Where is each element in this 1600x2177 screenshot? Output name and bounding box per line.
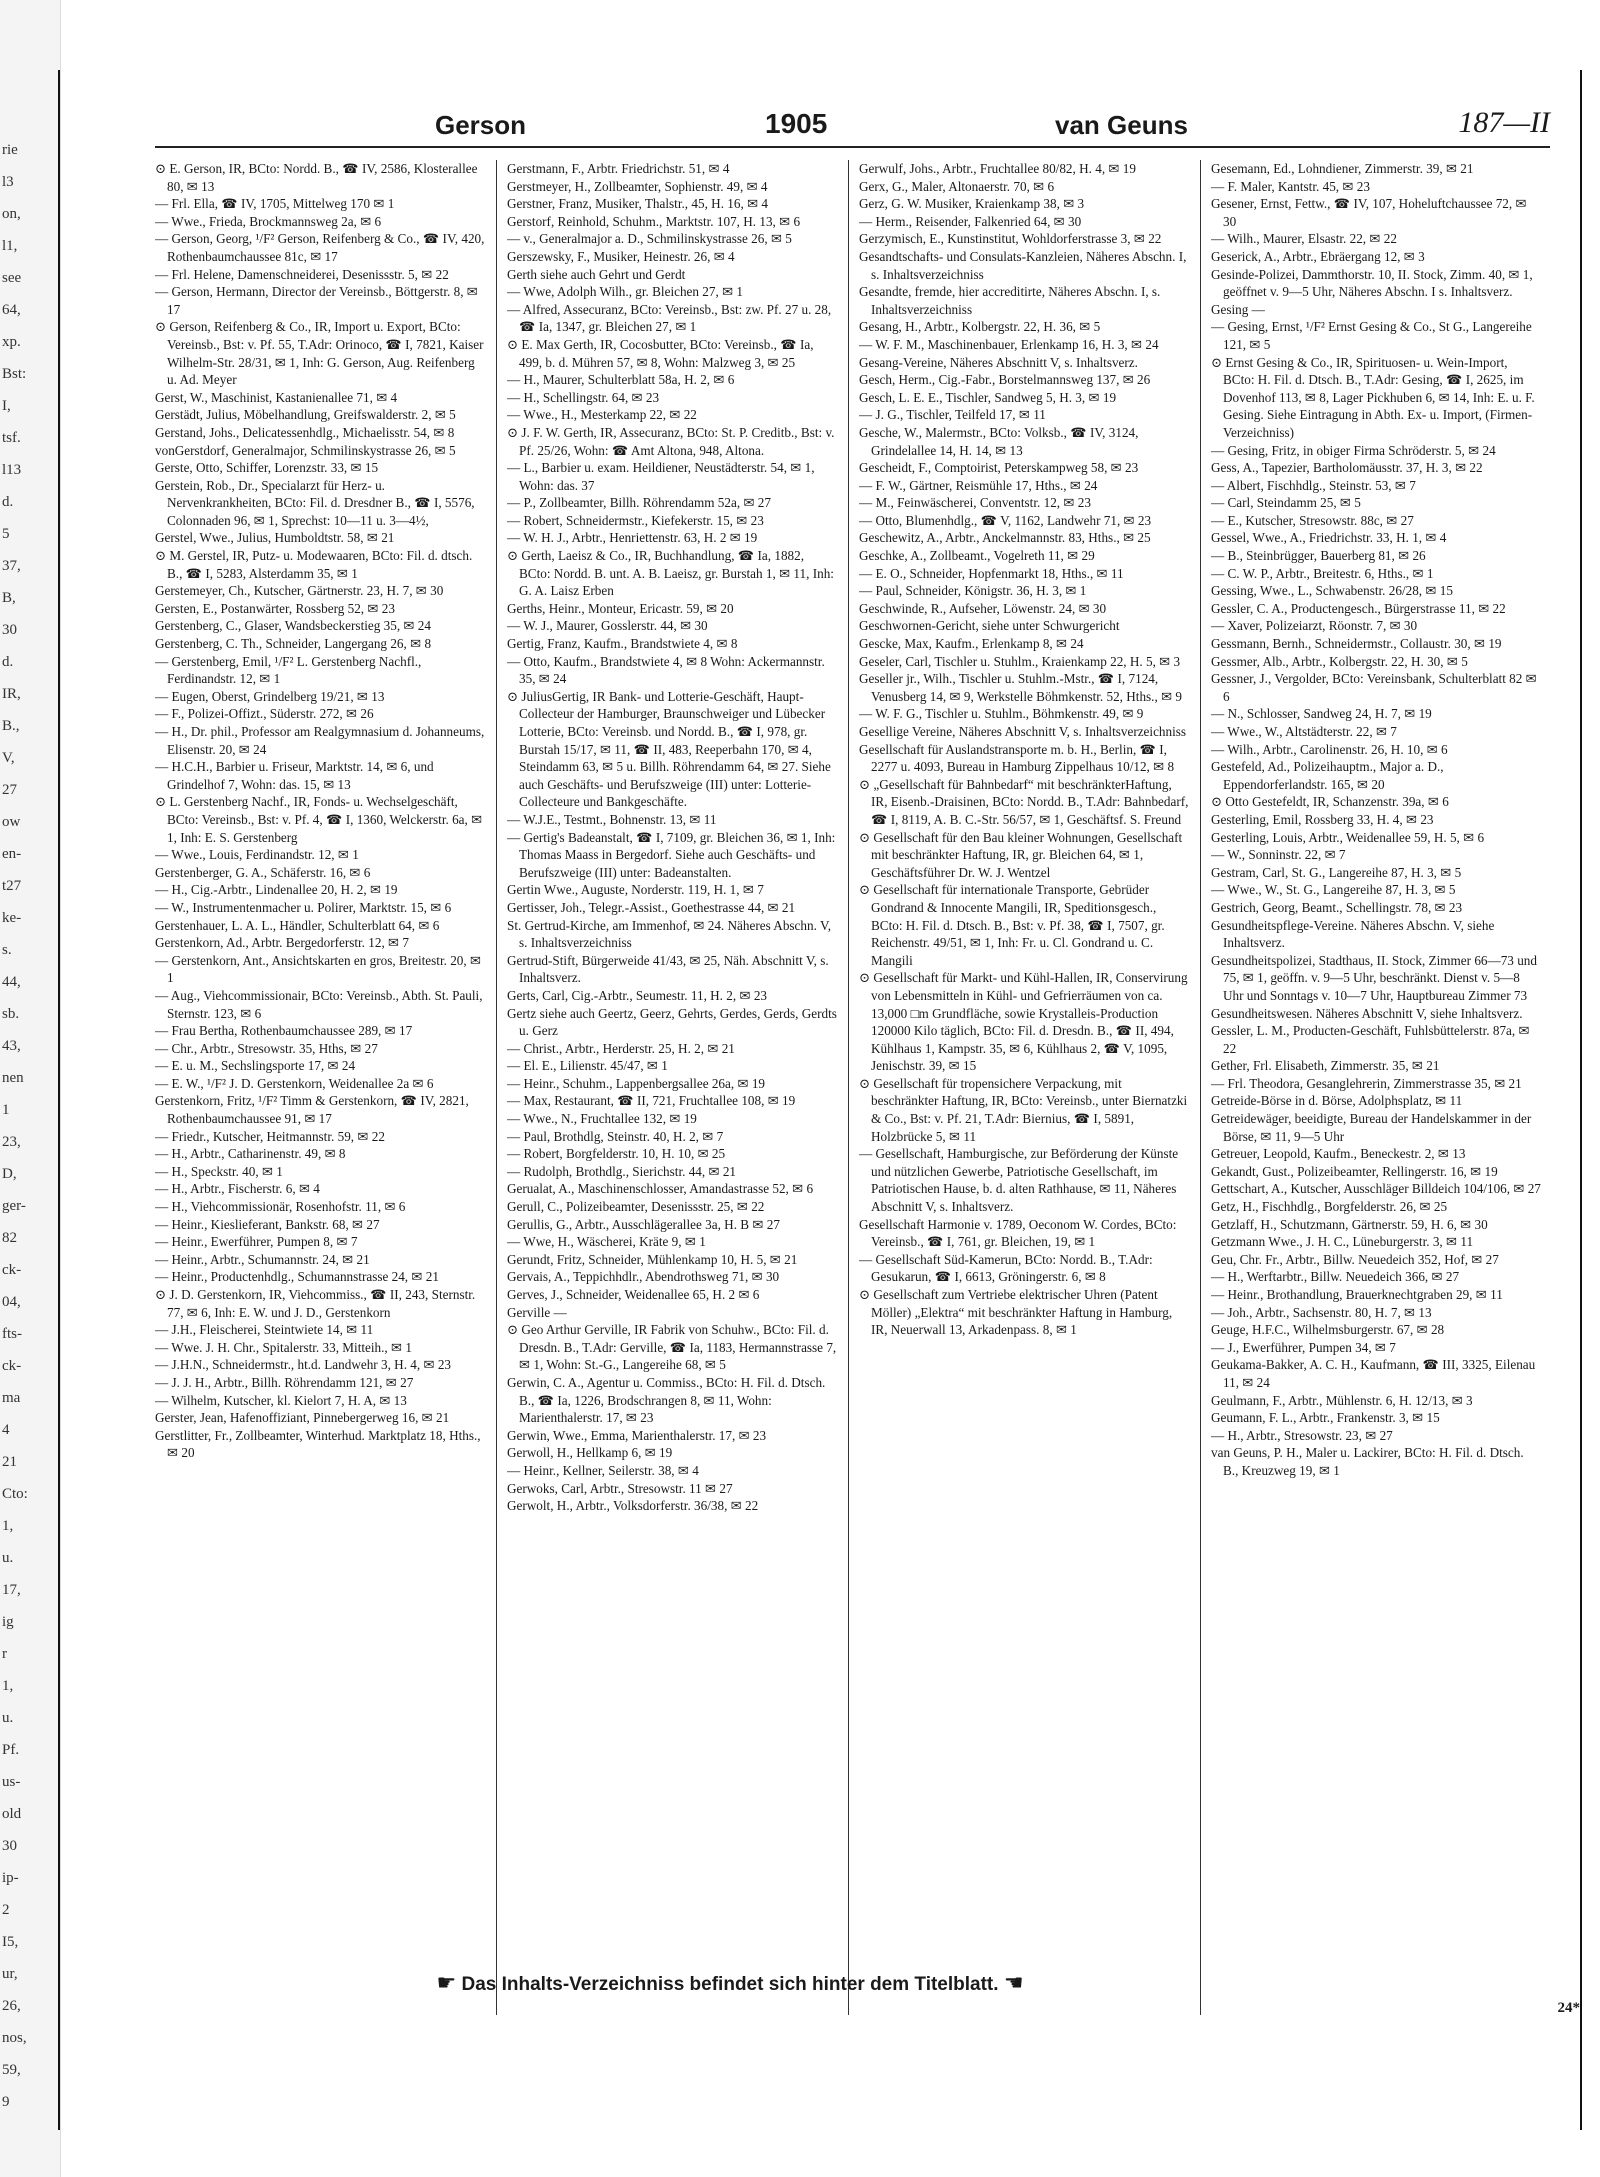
directory-entry: — Gerstenkorn, Ant., Ansichtskarten en gros, Breitestr. 20, ✉ 1: [155, 952, 482, 986]
directory-entry: Gesellschaft Harmonie v. 1789, Oeconom W. Cordes, BCto: Vereinsb., ☎ I, 761, gr. Bleichen, 19, ✉ 1: [859, 1216, 1177, 1250]
directory-entry: Gescke, Max, Kaufm., Erlenkamp 8, ✉ 24: [859, 636, 1084, 652]
directory-entry: ⊙ Ernst Gesing & Co., IR, Spirituosen- u. Wein-Import, BCto: H. Fil. d. Dtsch. B., T.Adr: Gesing, ☎ I, 2625, im Dovenhof 113, ✉ 8, Lager Pickhuben 6, ✉ 14, Inh: E. u. F. Gesing. Siehe Eintragung in Abth. Ex- u. Import, (Firmen-Verzeichniss): [1211, 354, 1535, 440]
directory-entry: — H.C.H., Barbier u. Friseur, Marktstr. 14, ✉ 6, und Grindelhof 7, Wohn: das. 15, ✉ 13: [155, 759, 434, 792]
directory-entry: — P., Zollbeamter, Billh. Röhrendamm 52a, ✉ 27: [507, 495, 771, 511]
column-2: [507, 160, 837, 2015]
directory-entry: — Wwe., W., Altstädterstr. 22, ✉ 7: [1211, 724, 1397, 739]
directory-entry: Gerundt, Fritz, Schneider, Mühlenkamp 10, H. 5, ✉ 21: [507, 1251, 798, 1267]
gutter-fragment: 2: [2, 1902, 10, 1918]
directory-entry: Gerstmeyer, H., Zollbeamter, Sophienstr. 49, ✉ 4: [507, 178, 768, 194]
column-4: [1211, 160, 1541, 2015]
directory-entry: — N., Schlosser, Sandweg 24, H. 7, ✉ 19: [1211, 706, 1432, 722]
page-header: [155, 106, 1550, 148]
directory-entry: — H., Viehcommissionär, Rosenhofstr. 11, ✉ 6: [155, 1199, 406, 1215]
directory-entry: Gesinde-Polizei, Dammthorstr. 10, II. Stock, Zimm. 40, ✉ 1, geöffnet v. 9—5 Uhr, Näheres Abschn. I s. Inhaltsverz.: [1211, 266, 1533, 300]
directory-entry: — Gerson, Hermann, Director der Vereinsb., Böttgerstr. 8, ✉ 17: [155, 284, 478, 317]
directory-entry: — Frau Bertha, Rothenbaumchaussee 289, ✉ 17: [155, 1023, 413, 1039]
directory-entry: Geu, Chr. Fr., Arbtr., Billw. Neuedeich 352, Hof, ✉ 27: [1211, 1251, 1499, 1267]
directory-entry: Gestram, Carl, St. G., Langereihe 87, H. 3, ✉ 5: [1211, 864, 1462, 880]
directory-entry: — Heinr., Kellner, Seilerstr. 38, ✉ 4: [507, 1462, 699, 1478]
directory-entry: — Otto, Blumenhdlg., ☎ V, 1162, Landwehr 71, ✉ 23: [859, 512, 1152, 528]
header-right-word: van Geuns: [1055, 110, 1188, 140]
column-1: [155, 160, 485, 2015]
directory-entry: Gesundheitspolizei, Stadthaus, II. Stock, Zimmer 66—73 und 75, ✉ 1, geöffn. v. 9—5 Uhr, beschränkt. Dienst v. 5—8 Uhr und Sonntags v. 10—7 Uhr, Hauptbureau Zimmer 73: [1211, 952, 1537, 1003]
directory-entry: Gessmann, Bernh., Schneidermstr., Collaustr. 30, ✉ 19: [1211, 636, 1502, 652]
gutter-fragment: ur,: [2, 1966, 18, 1982]
gutter-fragment: ck-: [2, 1262, 22, 1278]
directory-entry: Gerst, W., Maschinist, Kastanienallee 71, ✉ 4: [155, 389, 398, 405]
gutter-fragment: I5,: [2, 1934, 19, 1950]
directory-entry: ⊙ JuliusGertig, IR Bank- und Lotterie-Geschäft, Haupt-Collecteur der Hamburger, Braunschweiger und Lübecker Lotterie, BCto: Vereinsb. und Nordd. B., ☎ I, 978, gr. Burstah 15/17, ✉ 11, ☎ II, 483, Reeperbahn 170, ✉ 4, Steindamm 63, ✉ 5 u. Billh. Röhrendamm 64, ✉ 27. Siehe auch Geschäfts- und Berufszweige (III) unter: Lotterie-Collecteure und Bankgeschäfte.: [507, 688, 831, 810]
directory-entry: — E. O., Schneider, Hopfenmarkt 18, Hths., ✉ 11: [859, 565, 1124, 581]
directory-entry: Gerves, J., Schneider, Weidenallee 65, H. 2 ✉ 6: [507, 1287, 760, 1302]
directory-entry: Gessler, C. A., Productengesch., Bürgerstrasse 11, ✉ 22: [1211, 600, 1506, 616]
directory-entry: Gess, A., Tapezier, Bartholomäusstr. 37, H. 3, ✉ 22: [1211, 460, 1483, 476]
directory-entry: ⊙ Gerson, Reifenberg & Co., IR, Import u. Export, BCto: Vereinsb., Bst: v. Pf. 55, T.Adr: Orinoco, ☎ I, 7821, Kaiser Wilhelm-Str. 28/31, ✉ 1, Inh: G. Gerson, Aug. Reifenberg u. Ad. Meyer: [155, 319, 484, 388]
gutter-fragment: nen: [2, 1070, 24, 1086]
footer-note-text: Das Inhalts-Verzeichniss befindet sich hinter dem Titelblatt.: [461, 1974, 999, 1995]
directory-entry: Gekandt, Gust., Polizeibeamter, Rellingerstr. 16, ✉ 19: [1211, 1163, 1498, 1179]
directory-entry: Gerstenberg, C. Th., Schneider, Langergang 26, ✉ 8: [155, 636, 432, 652]
directory-entry: — C. W. P., Arbtr., Breitestr. 6, Hths., ✉ 1: [1211, 565, 1434, 581]
directory-entry: ⊙ Gesellschaft für den Bau kleiner Wohnungen, Gesellschaft mit beschränkter Haftung, IR, gr. Bleichen 64, ✉ 1, Geschäftsführer Dr. W. J. Wentzel: [859, 829, 1183, 880]
directory-entry: — Carl, Steindamm 25, ✉ 5: [1211, 495, 1361, 511]
directory-entry: Gesemann, Ed., Lohndiener, Zimmerstr. 39, ✉ 21: [1211, 161, 1474, 176]
directory-entry: Gerwin, C. A., Agentur u. Commiss., BCto: H. Fil. d. Dtsch. B., ☎ Ia, 1226, Brodschrangen 8, ✉ 11, Wohn: Marienthalerstr. 17, ✉ 23: [507, 1374, 826, 1426]
directory-entry: — Christ., Arbtr., Herderstr. 25, H. 2, ✉ 21: [507, 1040, 735, 1056]
directory-entry: — Wwe. J. H. Chr., Spitalerstr. 33, Mitteih., ✉ 1: [155, 1339, 412, 1355]
directory-entry: — J. G., Tischler, Teilfeld 17, ✉ 11: [859, 407, 1046, 423]
directory-entry: — Wwe., H., Mesterkamp 22, ✉ 22: [507, 407, 697, 423]
directory-entry: Getzlaff, H., Schutzmann, Gärtnerstr. 59, H. 6, ✉ 30: [1211, 1216, 1488, 1232]
directory-entry: — Wwe., Louis, Ferdinandstr. 12, ✉ 1: [155, 847, 359, 863]
directory-entry: — Heinr., Arbtr., Schumannstr. 24, ✉ 21: [155, 1251, 370, 1267]
directory-entry: — H., Dr. phil., Professor am Realgymnasium d. Johanneums, Elisenstr. 20, ✉ 24: [155, 724, 485, 757]
directory-entry: Gesch, Herm., Cig.-Fabr., Borstelmannsweg 137, ✉ 26: [859, 372, 1151, 388]
gutter-fragment: 59,: [2, 2062, 21, 2078]
directory-entry: ⊙ E. Max Gerth, IR, Cocosbutter, BCto: Vereinsb., ☎ Ia, 499, b. d. Mühren 57, ✉ 8, Wohn: Malzweg 3, ✉ 25: [507, 336, 814, 370]
directory-entry: Gerszewsky, F., Musiker, Heinestr. 26, ✉ 4: [507, 248, 735, 264]
directory-entry: — Chr., Arbtr., Stresowstr. 35, Hths, ✉ 27: [155, 1040, 378, 1056]
directory-entry: — E. u. M., Sechslingsporte 17, ✉ 24: [155, 1058, 356, 1074]
gutter-fragment: d.: [2, 494, 14, 510]
directory-entry: Gesang, H., Arbtr., Kolbergstr. 22, H. 36, ✉ 5: [859, 319, 1101, 335]
gutter-fragment: D,: [2, 1166, 17, 1182]
directory-entry: — Wwe., N., Fruchtallee 132, ✉ 19: [507, 1111, 697, 1127]
gutter-fragment: 43,: [2, 1038, 21, 1054]
directory-entry: Gerstmann, F., Arbtr. Friedrichstr. 51, ✉ 4: [507, 161, 730, 176]
directory-entry: — E. W., ¹/F² J. D. Gerstenkorn, Weidenallee 2a ✉ 6: [155, 1075, 434, 1091]
directory-entry: Gertz siehe auch Geertz, Geerz, Gehrts, Gerdes, Gerds, Gerdts u. Gerz: [507, 1005, 837, 1039]
directory-entry: Gerualat, A., Maschinenschlosser, Amandastrasse 52, ✉ 6: [507, 1181, 814, 1197]
directory-entry: Gerz, G. W. Musiker, Kraienkamp 38, ✉ 3: [859, 196, 1085, 212]
directory-entry: Gesandte, fremde, hier accreditirte, Näheres Abschn. I, s. Inhaltsverzeichniss: [859, 284, 1161, 317]
gutter-fragment: sb.: [2, 1006, 20, 1022]
directory-entry: Gerts, Carl, Cig.-Arbtr., Seumestr. 11, H. 2, ✉ 23: [507, 987, 768, 1003]
directory-entry: ⊙ Gerth, Laeisz & Co., IR, Buchhandlung, ☎ Ia, 1882, BCto: Nordd. B. unt. A. B. Laeisz, gr. Burstah 1, ✉ 11, Inh: G. A. Laisz Erben: [507, 548, 834, 599]
footer-note: [330, 1970, 1130, 1996]
directory-entry: Gerwolt, H., Arbtr., Volksdorferstr. 36/38, ✉ 22: [507, 1498, 759, 1514]
directory-entry: — Gesellschaft Süd-Kamerun, BCto: Nordd. B., T.Adr: Gesukarun, ☎ I, 6613, Gröningerstr. 6, ✉ 8: [859, 1251, 1153, 1285]
directory-entry: — J., Ewerführer, Pumpen 34, ✉ 7: [1211, 1339, 1396, 1355]
directory-entry: ⊙ Otto Gestefeldt, IR, Schanzenstr. 39a, ✉ 6: [1211, 794, 1449, 810]
directory-entry: — W. F. G., Tischler u. Stuhlm., Böhmkenstr. 49, ✉ 9: [859, 706, 1144, 722]
directory-entry: Geumann, F. L., Arbtr., Frankenstr. 3, ✉ 15: [1211, 1410, 1440, 1426]
gutter-fragment: 17,: [2, 1582, 21, 1598]
directory-entry: ⊙ Gesellschaft für Markt- und Kühl-Hallen, IR, Conservirung von Lebensmitteln in Kühl- und Gefrierräumen von ca. 13,000 □m Grundfläche, sowie Krystalleis-Production 120000 Kilo täglich, BCto: Fil. d. Dresdn. B., ☎ II, 494, Kühlhaus 1, Kampstr. 35, ✉ 6, Kühlhaus 2, ☎ V, 1095, Jenischstr. 39, ✉ 15: [859, 970, 1188, 1074]
directory-entry: van Geuns, P. H., Maler u. Lackirer, BCto: H. Fil. d. Dtsch. B., Kreuzweg 19, ✉ 1: [1211, 1445, 1524, 1478]
directory-entry: Gerstlitter, Fr., Zollbeamter, Winterhud. Marktplatz 18, Hths., ✉ 20: [155, 1427, 481, 1461]
directory-entry: ⊙ L. Gerstenberg Nachf., IR, Fonds- u. Wechselgeschäft, BCto: Vereinsb., Bst: v. Pf. 4, ☎ I, 1360, Welckerstr. 6a, ✉ 1, Inh: E. S. Gerstenberg: [155, 794, 483, 845]
directory-entry: Gerzymisch, E., Kunstinstitut, Wohldorferstrasse 3, ✉ 22: [859, 231, 1162, 247]
directory-entry: — Heinr., Brothandlung, Brauerknechtgraben 29, ✉ 11: [1211, 1287, 1503, 1302]
directory-entry: Gesing —: [1211, 301, 1265, 317]
pointing-hand-left-icon: ☚: [1003, 1970, 1024, 1995]
directory-entry: Gessel, Wwe., A., Friedrichstr. 33, H. 1, ✉ 4: [1211, 530, 1447, 546]
directory-entry: Gertisser, Joh., Telegr.-Assist., Goethestrasse 44, ✉ 21: [507, 899, 796, 915]
directory-entry: Getz, H., Fischhdlg., Borgfelderstr. 26, ✉ 25: [1211, 1199, 1448, 1215]
directory-entry: ⊙ J. F. W. Gerth, IR, Assecuranz, BCto: St. P. Creditb., Bst: v. Pf. 25/26, Wohn: ☎ Amt Altona, 948, Altona.: [507, 424, 835, 458]
gutter-fragment: nos,: [2, 2030, 27, 2046]
gutter-fragment: 44,: [2, 974, 21, 990]
gutter-fragment: ma: [2, 1390, 21, 1406]
directory-entry: — Alfred, Assecuranz, BCto: Vereinsb., Bst: zw. Pf. 27 u. 28, ☎ Ia, 1347, gr. Bleichen 27, ✉ 1: [507, 301, 832, 335]
page-right-edge: [1580, 70, 1582, 2130]
directory-entry: Gesundheitspflege-Vereine. Näheres Abschn. V, siehe Inhaltsverz.: [1211, 917, 1495, 951]
gutter-fragment: 04,: [2, 1294, 21, 1310]
directory-entry: — H., Cig.-Arbtr., Lindenallee 20, H. 2, ✉ 19: [155, 882, 398, 898]
directory-entry: — W. H. J., Arbtr., Henriettenstr. 63, H. 2 ✉ 19: [507, 530, 758, 546]
directory-entry: Geschwinde, R., Aufseher, Löwenstr. 24, ✉ 30: [859, 600, 1107, 616]
gutter-fragment: u.: [2, 1710, 14, 1726]
gutter-fragment: l1,: [2, 238, 18, 254]
directory-entry: — J. J. H., Arbtr., Billh. Röhrendamm 121, ✉ 27: [155, 1374, 414, 1390]
gutter-fragment: en-: [2, 846, 22, 862]
directory-entry: — W. F. M., Maschinenbauer, Erlenkamp 16, H. 3, ✉ 24: [859, 336, 1159, 352]
directory-entry: — H., Arbtr., Fischerstr. 6, ✉ 4: [155, 1181, 320, 1197]
directory-entry: Geuge, H.F.C., Wilhelmsburgerstr. 67, ✉ 28: [1211, 1322, 1445, 1338]
directory-entry: — E., Kutscher, Stresowstr. 88c, ✉ 27: [1211, 512, 1414, 528]
sheet-folio: 24*: [1557, 2000, 1580, 2016]
gutter-fragment: V,: [2, 750, 15, 766]
gutter-fragment: xp.: [2, 334, 21, 350]
directory-entry: — Gertig's Badeanstalt, ☎ I, 7109, gr. Bleichen 36, ✉ 1, Inh: Thomas Maass in Bergedorf. Siehe auch Geschäfts- und Berufszweige (III) unter: Badeanstalten.: [507, 829, 836, 880]
directory-entry: — H., Arbtr., Stresowstr. 23, ✉ 27: [1211, 1427, 1393, 1443]
gutter-fragment: r: [2, 1646, 7, 1662]
directory-entry: — El. E., Lilienstr. 45/47, ✉ 1: [507, 1058, 668, 1074]
directory-entry: Gether, Frl. Elisabeth, Zimmerstr. 35, ✉ 21: [1211, 1058, 1440, 1074]
directory-entry: Gesellschaft für Auslandstransporte m. b. H., Berlin, ☎ I, 2277 u. 4093, Bureau in Hamburg Zippelhaus 10/12, ✉ 8: [859, 741, 1175, 775]
gutter-fragment: 26,: [2, 1998, 21, 2014]
gutter-fragment: t27: [2, 878, 22, 894]
directory-entry: — Rudolph, Brothdlg., Sierichstr. 44, ✉ 21: [507, 1163, 737, 1179]
directory-entry: — Albert, Fischhdlg., Steinstr. 53, ✉ 7: [1211, 477, 1416, 493]
gutter-fragment: rie: [2, 142, 18, 158]
gutter-fragment: ck-: [2, 1358, 22, 1374]
gutter-fragment: d.: [2, 654, 14, 670]
directory-entry: Gerstein, Rob., Dr., Specialarzt für Herz- u. Nervenkrankheiten, BCto: Fil. d. Dresdner B., ☎ I, 5576, Colonnaden 96, ✉ 1, Sprechst: 10—11 u. 3—4½,: [155, 477, 475, 528]
column-rule: [1200, 160, 1201, 2015]
gutter-fragment: 1,: [2, 1678, 14, 1694]
gutter-fragment: 1,: [2, 1518, 14, 1534]
directory-entry: Gessmer, Alb., Arbtr., Kolbergstr. 22, H. 30, ✉ 5: [1211, 653, 1468, 669]
directory-entry: Getreuer, Leopold, Kaufm., Beneckestr. 2, ✉ 13: [1211, 1146, 1466, 1162]
directory-entry: Gersten, E., Postanwärter, Rossberg 52, ✉ 23: [155, 600, 395, 616]
directory-entry: Gesterling, Louis, Arbtr., Weidenallee 59, H. 5, ✉ 6: [1211, 829, 1485, 845]
gutter-fragment: 9: [2, 2094, 10, 2110]
gutter-fragment: u.: [2, 1550, 14, 1566]
directory-entry: — B., Steinbrügger, Bauerberg 81, ✉ 26: [1211, 548, 1426, 564]
directory-entry: — W., Sonninstr. 22, ✉ 7: [1211, 847, 1346, 863]
gutter-fragment: ig: [2, 1614, 14, 1630]
gutter-fragment: IR,: [2, 686, 21, 702]
gutter-fragment: ke-: [2, 910, 22, 926]
directory-entry: Geukama-Bakker, A. C. H., Kaufmann, ☎ III, 3325, Eilenau 11, ✉ 24: [1211, 1357, 1536, 1390]
directory-entry: — Friedr., Kutscher, Heitmannstr. 59, ✉ 22: [155, 1128, 385, 1144]
directory-entry: — H., Arbtr., Catharinenstr. 49, ✉ 8: [155, 1146, 346, 1162]
directory-entry: Gessner, J., Vergolder, BCto: Vereinsbank, Schulterblatt 82 ✉ 6: [1211, 671, 1537, 704]
directory-entry: Gesener, Ernst, Fettw., ☎ IV, 107, Hoheluftchaussee 72, ✉ 30: [1211, 196, 1527, 229]
directory-entry: Gerstenhauer, L. A. L., Händler, Schulterblatt 64, ✉ 6: [155, 917, 440, 933]
directory-entry: — Joh., Arbtr., Sachsenstr. 80, H. 7, ✉ 13: [1211, 1304, 1432, 1320]
column-rule: [848, 160, 849, 2015]
directory-entry: Gertin Wwe., Auguste, Norderstr. 119, H. 1, ✉ 7: [507, 882, 764, 898]
directory-entry: — Wwe, Adolph Wilh., gr. Bleichen 27, ✉ 1: [507, 284, 744, 300]
directory-entry: Gerstand, Johs., Delicatessenhdlg., Michaelisstr. 54, ✉ 8: [155, 424, 455, 440]
directory-entry: Gerstel, Wwe., Julius, Humboldtstr. 58, ✉ 21: [155, 530, 395, 546]
directory-entry: — W. J., Maurer, Gosslerstr. 44, ✉ 30: [507, 618, 708, 634]
directory-entry: Gettschart, A., Kutscher, Ausschläger Billdeich 104/106, ✉ 27: [1211, 1181, 1541, 1197]
directory-entry: Gerste, Otto, Schiffer, Lorenzstr. 33, ✉ 15: [155, 460, 379, 476]
directory-entry: — W.J.E., Testmt., Bohnenstr. 13, ✉ 11: [507, 811, 717, 827]
gutter-fragment: Bst:: [2, 366, 27, 382]
directory-entry: Gesandtschafts- und Consulats-Kanzleien, Näheres Abschn. I, s. Inhaltsverzeichniss: [859, 248, 1187, 282]
directory-entry: — Frl. Ella, ☎ IV, 1705, Mittelweg 170 ✉ 1: [155, 196, 395, 212]
directory-entry: — Heinr., Schuhm., Lappenbergsallee 26a, ✉ 19: [507, 1075, 766, 1091]
gutter-fragment: s.: [2, 942, 12, 958]
gutter-fragment: l13: [2, 462, 22, 478]
directory-entry: Gerth siehe auch Gehrt und Gerdt: [507, 266, 686, 282]
directory-entry: — Paul, Brothdlg, Steinstr. 40, H. 2, ✉ 7: [507, 1128, 724, 1144]
directory-entry: Geschke, A., Zollbeamt., Vogelreth 11, ✉ 29: [859, 548, 1095, 564]
gutter-fragment: 37,: [2, 558, 21, 574]
directory-columns: [155, 160, 1550, 2015]
directory-entry: ⊙ E. Gerson, IR, BCto: Nordd. B., ☎ IV, 2586, Klosterallee 80, ✉ 13: [155, 161, 478, 194]
directory-entry: — Wwe, H., Wäscherei, Kräte 9, ✉ 1: [507, 1234, 706, 1250]
directory-entry: Gertig, Franz, Kaufm., Brandstwiete 4, ✉ 8: [507, 636, 738, 652]
directory-entry: — v., Generalmajor a. D., Schmilinskystrasse 26, ✉ 5: [507, 231, 792, 247]
directory-entry: — F., Polizei-Offizt., Süderstr. 272, ✉ 26: [155, 706, 374, 722]
gutter-fragment: ip-: [2, 1870, 19, 1886]
directory-entry: St. Gertrud-Kirche, am Immenhof, ✉ 24. Näheres Abschn. V, s. Inhaltsverzeichniss: [507, 917, 832, 951]
directory-entry: Getzmann Wwe., J. H. C., Lüneburgerstr. 3, ✉ 11: [1211, 1234, 1474, 1250]
directory-entry: — Frl. Theodora, Gesanglehrerin, Zimmerstrasse 35, ✉ 21: [1211, 1075, 1522, 1091]
directory-entry: — Wilh., Arbtr., Carolinenstr. 26, H. 10, ✉ 6: [1211, 741, 1448, 757]
gutter-fragment: 82: [2, 1230, 17, 1246]
gutter-fragment: 27: [2, 782, 17, 798]
directory-entry: — Paul, Schneider, Königstr. 36, H. 3, ✉ 1: [859, 583, 1087, 599]
pointing-hand-right-icon: ☛: [436, 1970, 457, 1995]
directory-entry: Gervais, A., Teppichhdlr., Abendrothsweg 71, ✉ 30: [507, 1269, 780, 1285]
directory-entry: — Wilhelm, Kutscher, kl. Kielort 7, H. A, ✉ 13: [155, 1392, 407, 1408]
directory-entry: — J.H., Fleischerei, Steintwiete 14, ✉ 11: [155, 1322, 374, 1338]
directory-entry: Gerstenberger, G. A., Schäferstr. 16, ✉ 6: [155, 864, 371, 880]
directory-entry: ⊙ Gesellschaft für internationale Transporte, Gebrüder Gondrand & Innocente Mangili, IR, Speditionsgesch., BCto: H. Fil. d. Dtsch. B., Bst: v. Pf. 38, ☎ I, 7507, gr. Reichenstr. 49/51, ✉ 1, Inh: Fr. u. Cl. Gondrand u. C. Mangili: [859, 882, 1165, 968]
directory-entry: Geschwornen-Gericht, siehe unter Schwurgericht: [859, 618, 1120, 634]
directory-entry: Gertrud-Stift, Bürgerweide 41/43, ✉ 25, Näh. Abschnitt V, s. Inhaltsverz.: [507, 952, 829, 986]
gutter-fragment: 1: [2, 1102, 10, 1118]
directory-entry: Gerster, Jean, Hafenoffiziant, Pinnebergerweg 16, ✉ 21: [155, 1410, 450, 1426]
gutter-fragment: Cto:: [2, 1486, 28, 1502]
directory-entry: Geseller jr., Wilh., Tischler u. Stuhlm.-Mstr., ☎ I, 7124, Venusberg 14, ✉ 9, Werkstelle Böhmkenstr. 52, Hths., ✉ 9: [859, 671, 1183, 704]
directory-entry: Gestefeld, Ad., Polizeihauptm., Major a. D., Eppendorferlandstr. 165, ✉ 20: [1211, 759, 1444, 792]
directory-entry: — F. W., Gärtner, Reismühle 17, Hths., ✉ 24: [859, 477, 1098, 493]
header-left-word: Gerson: [435, 110, 527, 140]
directory-entry: ⊙ Gesellschaft zum Vertriebe elektrischer Uhren (Patent Möller) „Elektra“ mit beschränkter Haftung in Hamburg, IR, Neuerwall 13, Arkadenpass. 8, ✉ 1: [859, 1287, 1173, 1338]
directory-entry: Gerwin, Wwe., Emma, Marienthalerstr. 17, ✉ 23: [507, 1427, 767, 1443]
directory-entry: — Wwe., W., St. G., Langereihe 87, H. 3, ✉ 5: [1211, 882, 1456, 898]
directory-entry: ⊙ Geo Arthur Gerville, IR Fabrik von Schuhw., BCto: Fil. d. Dresdn. B., T.Adr: Gerville, ☎ Ia, 1183, Hermannstrasse 7, ✉ 1, Wohn: St.-G., Langereihe 68, ✉ 5: [507, 1322, 837, 1373]
directory-entry: — J.H.N., Schneidermstr., ht.d. Landwehr 3, H. 4, ✉ 23: [155, 1357, 452, 1373]
directory-entry: Getreidewäger, beeidigte, Bureau der Handelskammer in der Börse, ✉ 11, 9—5 Uhr: [1211, 1111, 1532, 1144]
directory-entry: Gerstemeyer, Ch., Kutscher, Gärtnerstr. 23, H. 7, ✉ 30: [155, 583, 444, 599]
directory-entry: — Herm., Reisender, Falkenried 64, ✉ 30: [859, 213, 1082, 229]
gutter-fragment: old: [2, 1806, 22, 1822]
directory-entry: Gescheidt, F., Comptoirist, Peterskampweg 58, ✉ 23: [859, 460, 1139, 476]
directory-entry: Gerths, Heinr., Monteur, Ericastr. 59, ✉ 20: [507, 600, 734, 616]
gutter-fragment: see: [2, 270, 22, 286]
directory-entry: Gerstenberg, C., Glaser, Wandsbeckerstieg 35, ✉ 24: [155, 618, 431, 634]
directory-entry: Geseler, Carl, Tischler u. Stuhlm., Kraienkamp 22, H. 5, ✉ 3: [859, 653, 1181, 669]
directory-entry: Gesellige Vereine, Näheres Abschnitt V, s. Inhaltsverzeichniss: [859, 724, 1187, 739]
gutter-fragment: us-: [2, 1774, 21, 1790]
gutter-fragment: Pf.: [2, 1742, 20, 1758]
directory-entry: Gerullis, G., Arbtr., Ausschlägerallee 3a, H. B ✉ 27: [507, 1216, 780, 1232]
directory-entry: — Gerstenberg, Emil, ¹/F² L. Gerstenberg Nachfl., Ferdinandstr. 12, ✉ 1: [155, 653, 422, 687]
gutter-fragment: l3: [2, 174, 14, 190]
gutter-fragment: 30: [2, 1838, 17, 1854]
directory-entry: — Gerson, Georg, ¹/F² Gerson, Reifenberg & Co., ☎ IV, 420, Rothenbaumchaussee 81c, ✉ 17: [155, 231, 485, 264]
adjacent-page-gutter: [0, 0, 61, 2177]
directory-entry: — H., Werftarbtr., Billw. Neuedeich 366, ✉ 27: [1211, 1269, 1460, 1285]
gutter-fragment: I,: [2, 398, 11, 414]
directory-entry: Gerstenkorn, Fritz, ¹/F² Timm & Gerstenkorn, ☎ IV, 2821, Rothenbaumchaussee 91, ✉ 17: [155, 1093, 469, 1127]
page-number: 187—II: [1458, 106, 1550, 139]
directory-entry: — H., Schellingstr. 64, ✉ 23: [507, 389, 660, 405]
column-rule: [496, 160, 497, 2015]
gutter-fragment: B.,: [2, 718, 20, 734]
directory-entry: — Frl. Helene, Damenschneiderei, Desenissstr. 5, ✉ 22: [155, 266, 449, 282]
gutter-fragment: tsf.: [2, 430, 21, 446]
directory-entry: Gesang-Vereine, Näheres Abschnitt V, s. Inhaltsverz.: [859, 354, 1138, 370]
directory-entry: Gerstenkorn, Ad., Arbtr. Bergedorferstr. 12, ✉ 7: [155, 935, 409, 951]
directory-entry: — M., Feinwäscherei, Conventstr. 12, ✉ 23: [859, 495, 1091, 511]
gutter-fragment: 4: [2, 1422, 10, 1438]
directory-entry: Gerwulf, Johs., Arbtr., Fruchtallee 80/82, H. 4, ✉ 19: [859, 161, 1136, 176]
directory-entry: ⊙ M. Gerstel, IR, Putz- u. Modewaaren, BCto: Fil. d. dtsch. B., ☎ I, 5283, Alsterdamm 35, ✉ 1: [155, 548, 473, 581]
directory-entry: — Otto, Kaufm., Brandstwiete 4, ✉ 8 Wohn: Ackermannstr. 35, ✉ 24: [507, 653, 825, 687]
gutter-fragment: 21: [2, 1454, 17, 1470]
directory-entry: Geschewitz, A., Arbtr., Anckelmannstr. 83, Hths., ✉ 25: [859, 530, 1151, 546]
directory-entry: ⊙ „Gesellschaft für Bahnbedarf“ mit beschränkterHaftung, IR, Eisenb.-Draisinen, BCto: Nordd. B., T.Adr: Bahnbedarf, ☎ I, 8119, A. B. C.-Str. 56/57, ✉ 1, Geschäftsf. S. Freund: [859, 776, 1189, 827]
directory-entry: Gerx, G., Maler, Altonaerstr. 70, ✉ 6: [859, 178, 1055, 194]
directory-entry: Gesche, W., Malermstr., BCto: Volksb., ☎ IV, 3124, Grindelallee 14, H. 14, ✉ 13: [859, 424, 1139, 458]
directory-entry: vonGerstdorf, Generalmajor, Schmilinskystrasse 26, ✉ 5: [155, 442, 456, 458]
directory-entry: Gerstner, Franz, Musiker, Thalstr., 45, H. 16, ✉ 4: [507, 196, 769, 212]
directory-entry: Getreide-Börse in d. Börse, Adolphsplatz, ✉ 11: [1211, 1093, 1463, 1109]
directory-entry: — Gesing, Fritz, in obiger Firma Schröderstr. 5, ✉ 24: [1211, 442, 1496, 458]
directory-entry: — Gesing, Ernst, ¹/F² Ernst Gesing & Co., St G., Langereihe 121, ✉ 5: [1211, 319, 1532, 352]
directory-entry: Gerstädt, Julius, Möbelhandlung, Greifswalderstr. 2, ✉ 5: [155, 407, 456, 423]
gutter-fragment: ow: [2, 814, 21, 830]
directory-entry: — Robert, Schneidermstr., Kiefekerstr. 15, ✉ 23: [507, 512, 764, 528]
directory-entry: — Aug., Viehcommissionair, BCto: Vereinsb., Abth. St. Pauli, Sternstr. 123, ✉ 6: [155, 987, 483, 1021]
directory-entry: — Max, Restaurant, ☎ II, 721, Fruchtallee 108, ✉ 19: [507, 1093, 796, 1109]
directory-entry: — Wwe., Frieda, Brockmannsweg 2a, ✉ 6: [155, 213, 382, 229]
gutter-fragment: on,: [2, 206, 21, 222]
directory-entry: Gesch, L. E. E., Tischler, Sandweg 5, H. 3, ✉ 19: [859, 389, 1117, 405]
directory-entry: — H., Speckstr. 40, ✉ 1: [155, 1163, 283, 1179]
directory-page: [155, 70, 1550, 2120]
directory-entry: — H., Maurer, Schulterblatt 58a, H. 2, ✉ 6: [507, 372, 735, 388]
directory-entry: Gerwoll, H., Hellkamp 6, ✉ 19: [507, 1445, 673, 1461]
gutter-fragment: ger-: [2, 1198, 26, 1214]
directory-entry: — Heinr., Ewerführer, Pumpen 8, ✉ 7: [155, 1234, 358, 1250]
adjacent-page-edge: [58, 70, 60, 2130]
directory-entry: ⊙ J. D. Gerstenkorn, IR, Viehcommiss., ☎ II, 243, Sternstr. 77, ✉ 6, Inh: E. W. und J. D., Gerstenkorn: [155, 1287, 476, 1320]
directory-entry: — Xaver, Polizeiarzt, Röonstr. 7, ✉ 30: [1211, 618, 1418, 634]
directory-entry: Geserick, A., Arbtr., Ebräergang 12, ✉ 3: [1211, 248, 1425, 264]
directory-entry: Geulmann, F., Arbtr., Mühlenstr. 6, H. 12/13, ✉ 3: [1211, 1392, 1473, 1408]
directory-entry: — Robert, Borgfelderstr. 10, H. 10, ✉ 25: [507, 1146, 726, 1162]
directory-entry: Gessler, L. M., Producten-Geschäft, Fuhlsbüttelerstr. 87a, ✉ 22: [1211, 1023, 1530, 1056]
directory-entry: Gessing, Wwe., L., Schwabenstr. 26/28, ✉ 15: [1211, 583, 1453, 599]
directory-entry: — F. Maler, Kantstr. 45, ✉ 23: [1211, 178, 1370, 194]
directory-entry: Gesterling, Emil, Rossberg 33, H. 4, ✉ 23: [1211, 811, 1434, 827]
directory-entry: — W., Instrumentenmacher u. Polirer, Marktstr. 15, ✉ 6: [155, 899, 452, 915]
gutter-fragment: fts-: [2, 1326, 22, 1342]
gutter-fragment: 5: [2, 526, 10, 542]
directory-entry: Gestrich, Georg, Beamt., Schellingstr. 78, ✉ 23: [1211, 899, 1463, 915]
column-3: [859, 160, 1189, 2015]
gutter-fragment: 23,: [2, 1134, 21, 1150]
directory-entry: — L., Barbier u. exam. Heildiener, Neustädterstr. 54, ✉ 1, Wohn: das. 37: [507, 460, 815, 493]
directory-entry: ⊙ Gesellschaft für tropensichere Verpackung, mit beschränkter Haftung, IR, BCto: Vereinsb., unter Biernatzki & Co., Bst: v. Pf. 21, T.Adr: Biernius, ☎ I, 5891, Holzbrücke 5, ✉ 11: [859, 1075, 1188, 1144]
gutter-fragment: 30: [2, 622, 17, 638]
gutter-fragment: B,: [2, 590, 16, 606]
directory-entry: Gerstorf, Reinhold, Schuhm., Marktstr. 107, H. 13, ✉ 6: [507, 213, 801, 229]
directory-entry: Gesundheitswesen. Näheres Abschnitt V, siehe Inhaltsverz.: [1211, 1005, 1523, 1021]
gutter-fragment: 64,: [2, 302, 21, 318]
directory-entry: — Heinr., Productenhdlg., Schumannstrasse 24, ✉ 21: [155, 1269, 439, 1285]
directory-entry: — Eugen, Oberst, Grindelberg 19/21, ✉ 13: [155, 688, 385, 704]
directory-entry: Gerville —: [507, 1304, 567, 1320]
directory-entry: Gerwoks, Carl, Arbtr., Stresowstr. 11 ✉ 27: [507, 1480, 733, 1496]
directory-entry: Gerull, C., Polizeibeamter, Desenissstr. 25, ✉ 22: [507, 1199, 765, 1215]
directory-entry: — Gesellschaft, Hamburgische, zur Beförderung der Künste und nützlichen Gewerbe, Patriotische Gesellschaft, im Patriotischen Hause, b. d. alten Rathhause, ✉ 11, Näheres Abschnitt V, s. Inhaltsverz.: [859, 1146, 1179, 1215]
directory-entry: — Wilh., Maurer, Elsastr. 22, ✉ 22: [1211, 231, 1397, 247]
header-year: 1905: [765, 108, 828, 139]
directory-entry: — Heinr., Kieslieferant, Bankstr. 68, ✉ 27: [155, 1216, 380, 1232]
